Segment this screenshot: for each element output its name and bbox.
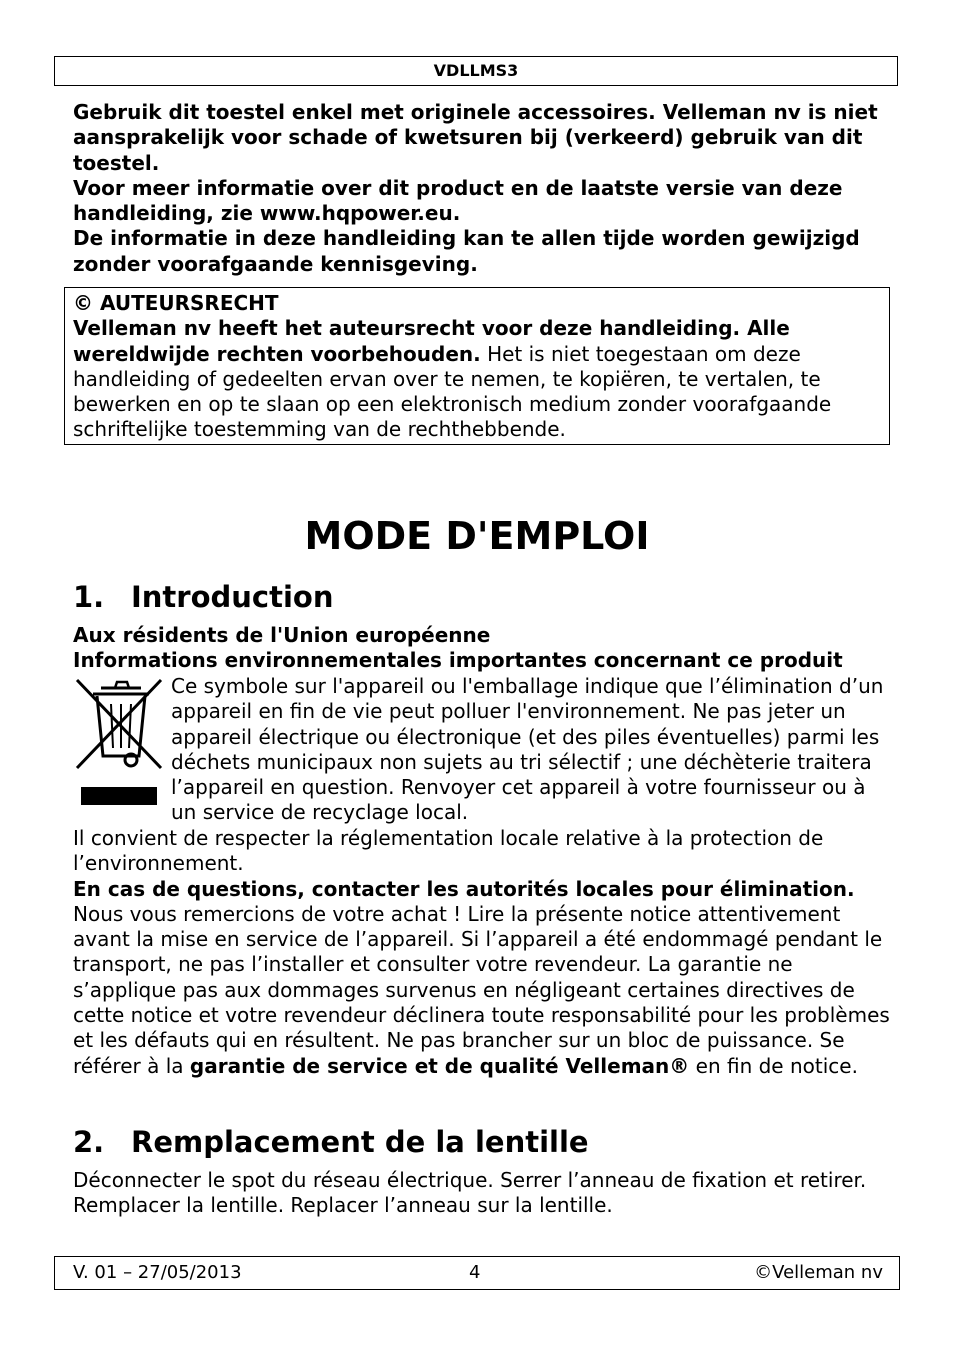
footer-copyright: ©Velleman nv	[754, 1262, 883, 1283]
section1-heading	[73, 579, 334, 615]
footer-version: V. 01 – 27/05/2013	[73, 1262, 242, 1283]
environment-heading: Informations environnementales importantes concernant ce produit	[73, 648, 843, 673]
main-title: MODE D'EMPLOI	[304, 514, 650, 558]
section2-title: Remplacement de la lentille	[131, 1125, 589, 1159]
copyright-normal-text: Het is niet toegestaan om deze handleiding of gedeelten ervan over te nemen, te kopiëren, te vertalen, te bewerken en op te slaan op een elektronisch medium zonder voorafgaande schriftelijke toestemming van de rechthebbende.	[73, 341, 832, 442]
eu-residents-heading: Aux résidents de l'Union européenne	[73, 623, 491, 647]
section1-body	[73, 826, 893, 1079]
copyright-bold-text: Velleman nv heeft het auteursrecht voor deze handleiding. Alle wereldwijde rechten voorbehouden.	[73, 316, 790, 366]
section2-number: 2.	[73, 1125, 105, 1159]
warranty-end-text: en fin de notice.	[695, 1053, 858, 1078]
section1-title: Introduction	[131, 580, 334, 614]
page-header	[54, 56, 898, 86]
crossed-out-wheelie-bin-icon	[73, 674, 165, 808]
page-footer	[54, 1256, 900, 1290]
section2-heading	[73, 1124, 589, 1160]
footer-page-number: 4	[469, 1262, 481, 1283]
warranty-reference: garantie de service et de qualité Velleman®	[189, 1053, 690, 1078]
nl-notice-p3: De informatie in deze handleiding kan te allen tijde worden gewijzigd zonder voorafgaande kennisgeving.	[73, 226, 860, 276]
section1-number: 1.	[73, 580, 105, 614]
copyright-box	[64, 287, 890, 445]
weee-description: Ce symbole sur l'appareil ou l'emballage indique que l’élimination d’un appareil en fin de vie peut polluer l'environnement. Ne pas jeter un appareil électrique ou électronique (et des piles éventuelles) parmi les déchets municipaux non sujets au tri sélectif ; une déchèterie traitera l’appareil en question. Renvoyer cet appareil à votre fournisseur ou à un service de recyclage local.	[171, 674, 884, 825]
nl-notice-p1: Gebruik dit toestel enkel met originele accessoires. Velleman nv is niet aansprakelijk voor schade of kwetsuren bij (verkeerd) gebruik van dit toestel.	[73, 100, 878, 175]
model-name: VDLLMS3	[433, 61, 519, 80]
section1-subheadings	[73, 623, 893, 674]
questions-text: En cas de questions, contacter les autorités locales pour élimination.	[73, 876, 855, 901]
nl-notice-p2: Voor meer informatie over dit product en de laatste versie van deze handleiding, zie www.hqpower.eu.	[73, 175, 843, 226]
copyright-heading: © AUTEURSRECHT	[73, 291, 279, 315]
nl-notice	[73, 100, 893, 277]
local-regulation-text: Il convient de respecter la réglementation locale relative à la protection de l’environnement.	[73, 826, 824, 876]
thank-you-text: Nous vous remercions de votre achat ! Lire la présente notice attentivement avant la mise en service de l’appareil. Si l’appareil a été endommagé pendant le transport, ne pas l’installer et consulter votre revendeur. La garantie ne s’applique pas aux dommages survenus en négligeant certaines directives de cette notice et votre revendeur déclinera toute responsabilité pour les problèmes et les défauts qui en résultent. Ne pas brancher sur un bloc de puissance. Se référer à la	[73, 901, 890, 1078]
section2-body: Déconnecter le spot du réseau électrique. Serrer l’anneau de fixation et retirer. Remplacer la lentille. Replacer l’anneau sur la lentille.	[73, 1168, 867, 1218]
